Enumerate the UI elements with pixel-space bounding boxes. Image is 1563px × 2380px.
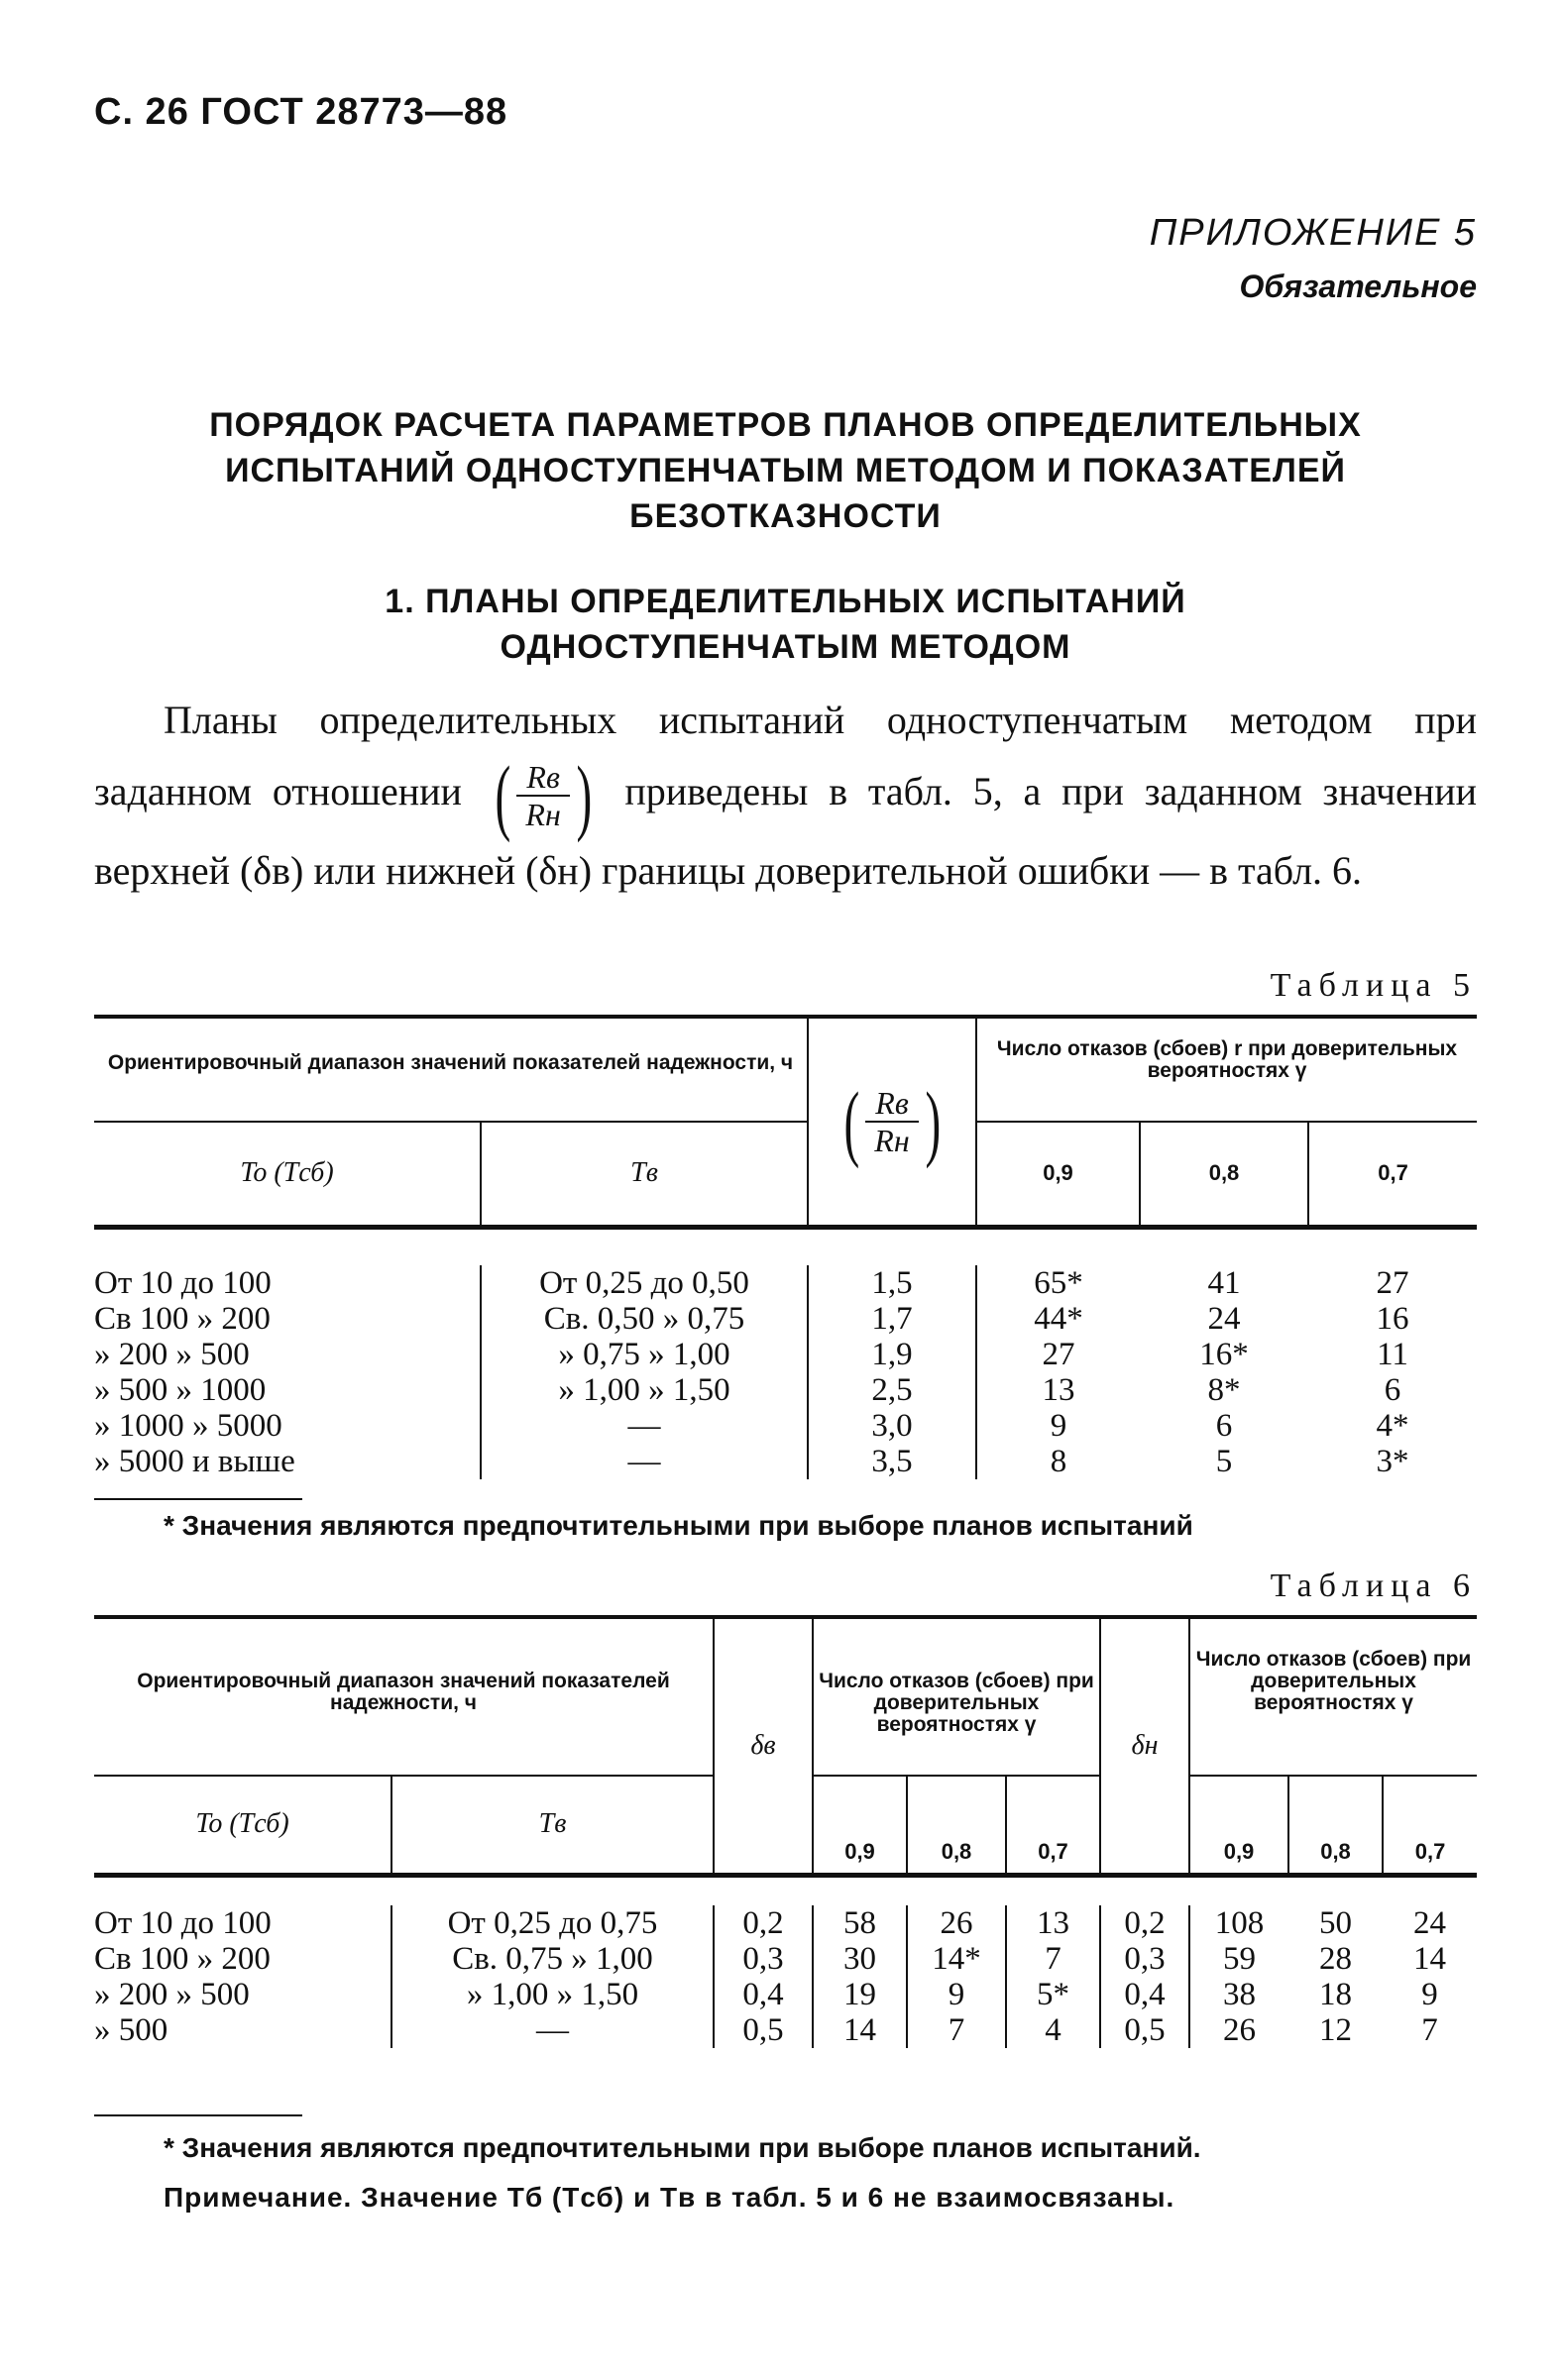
table5-cell-tv: » 0,75 » 1,00 bbox=[481, 1337, 808, 1372]
table5-cell-tv: От 0,25 до 0,50 bbox=[481, 1265, 808, 1301]
table5-head-ratio: ( $\frac{Rв}{Rн}$ ) bbox=[808, 1017, 976, 1227]
table5-cell-r08: 6 bbox=[1215, 1407, 1233, 1444]
table6-note: Примечание. Значение Tб (Tсб) и Tв в табл. 5 и 6 не взаимосвязаны. bbox=[164, 2182, 1175, 2213]
table6-head-dv: δв bbox=[714, 1617, 813, 1875]
table6-cell-tv: — bbox=[391, 2012, 714, 2048]
paragraph-text-1: Планы определительных испытаний одноступенчатым методом при заданном отношении bbox=[94, 698, 1477, 814]
section-title-line: 1. ПЛАНЫ ОПРЕДЕЛИТЕЛЬНЫХ ИСПЫТАНИЙ bbox=[385, 583, 1186, 620]
table5-cell-t0: » 1000 » 5000 bbox=[94, 1408, 481, 1444]
table-row bbox=[94, 1941, 1477, 1977]
appendix-title: ПРИЛОЖЕНИЕ 5 bbox=[1149, 212, 1477, 254]
table6-gamma: 0,8 bbox=[907, 1776, 1006, 1875]
table5-cell-ratio: 3,0 bbox=[808, 1408, 976, 1444]
table6-cell-t0: » 200 » 500 bbox=[94, 1977, 391, 2012]
table6-cell-n07: 14 bbox=[1413, 1940, 1447, 1977]
table6-cell-n07: 9 bbox=[1421, 1976, 1438, 2012]
table6 bbox=[94, 1615, 1477, 2088]
table5-cell-r07: 4* bbox=[1376, 1407, 1409, 1444]
table-row bbox=[94, 1337, 1477, 1372]
table5-cell-r08: 16* bbox=[1199, 1336, 1249, 1372]
table6-cell-v07: 7 bbox=[1006, 1941, 1100, 1977]
table6-cell-t0: » 500 bbox=[94, 2012, 391, 2048]
main-title-line: БЕЗОТКАЗНОСТИ bbox=[629, 497, 942, 535]
table6-col-t0: To (Tсб) bbox=[94, 1776, 391, 1875]
table6-cell-n08: 50 bbox=[1319, 1904, 1352, 1941]
table6-footnote-rule bbox=[94, 2114, 302, 2116]
table6-head-dn: δн bbox=[1100, 1617, 1189, 1875]
table5-caption: Таблица 5 bbox=[1270, 967, 1477, 1004]
table6-head-range: Ориентировочный диапазон значений показателей надежности, ч bbox=[94, 1617, 714, 1776]
main-title bbox=[94, 402, 1477, 539]
table5 bbox=[94, 1015, 1477, 1489]
table5-cell-ratio: 3,5 bbox=[808, 1444, 976, 1479]
section-title bbox=[94, 579, 1477, 670]
table-row bbox=[94, 1905, 1477, 1941]
table6-cell-n08: 18 bbox=[1319, 1976, 1352, 2012]
table5-cell-r07: 16 bbox=[1376, 1300, 1409, 1337]
table5-cell-r09: 13 bbox=[1042, 1371, 1075, 1408]
table-row bbox=[94, 1265, 1477, 1301]
table5-cell-ratio: 1,7 bbox=[808, 1301, 976, 1337]
table5-cell-r08: 8* bbox=[1207, 1371, 1241, 1408]
table6-cell-v08: 14* bbox=[907, 1941, 1006, 1977]
table5-cell-tv: Св. 0,50 » 0,75 bbox=[481, 1301, 808, 1337]
table6-cell-dn: 0,3 bbox=[1100, 1941, 1189, 1977]
table5-cell-r08: 24 bbox=[1207, 1300, 1241, 1337]
table6-cell-dn: 0,2 bbox=[1100, 1905, 1189, 1941]
table6-cell-n09: 38 bbox=[1223, 1976, 1256, 2012]
table5-head-range: Ориентировочный диапазон значений показателей надежности, ч bbox=[94, 1017, 808, 1122]
table6-cell-tv: Св. 0,75 » 1,00 bbox=[391, 1941, 714, 1977]
table5-gamma: 0,7 bbox=[1378, 1160, 1408, 1186]
table5-col-t0: To (Tсб) bbox=[94, 1122, 481, 1227]
table5-body bbox=[94, 1265, 1477, 1479]
table6-cell-v09: 30 bbox=[813, 1941, 907, 1977]
appendix-label bbox=[1150, 212, 1477, 305]
table6-cell-dv: 0,3 bbox=[714, 1941, 813, 1977]
table6-gamma: 0,9 bbox=[813, 1776, 907, 1875]
table5-ratio-num: Rв bbox=[865, 1085, 918, 1123]
table6-gamma: 0,7 bbox=[1006, 1776, 1100, 1875]
page-header: С. 26 ГОСТ 28773—88 bbox=[94, 91, 508, 133]
table6-gamma: 0,7 bbox=[1414, 1838, 1446, 1864]
table5-cell-r07: 6 bbox=[1384, 1371, 1401, 1408]
table-row bbox=[94, 1408, 1477, 1444]
table-row bbox=[94, 2012, 1477, 2048]
table5-cell-r08: 5 bbox=[1215, 1443, 1233, 1479]
table6-cell-n08: 12 bbox=[1319, 2011, 1352, 2048]
table5-ratio-den: Rн bbox=[874, 1122, 910, 1158]
table6-cell-n09: 26 bbox=[1223, 2011, 1256, 2048]
table5-cell-tv: — bbox=[481, 1408, 808, 1444]
table6-caption: Таблица 6 bbox=[1270, 1568, 1477, 1604]
table6-cell-dv: 0,2 bbox=[714, 1905, 813, 1941]
section-title-line: ОДНОСТУПЕНЧАТЫМ МЕТОДОМ bbox=[500, 628, 1071, 666]
table6-cell-n09: 108 bbox=[1214, 1904, 1265, 1941]
table6-cell-v07: 13 bbox=[1006, 1905, 1100, 1941]
table5-footnote-rule bbox=[94, 1498, 302, 1500]
table-row bbox=[94, 1977, 1477, 2012]
table6-cell-v08: 7 bbox=[907, 2012, 1006, 2048]
table5-cell-t0: Св 100 » 200 bbox=[94, 1301, 481, 1337]
table-row bbox=[94, 1444, 1477, 1479]
table6-cell-n07: 7 bbox=[1421, 2011, 1438, 2048]
table6-head-fail-v: Число отказов (сбоев) при доверительных вероятностях γ bbox=[813, 1617, 1100, 1776]
table6-cell-n07: 24 bbox=[1413, 1904, 1447, 1941]
table6-cell-v09: 58 bbox=[813, 1905, 907, 1941]
ratio-fraction: ( $\frac{Rв}{Rн}$ ) bbox=[495, 748, 593, 843]
table6-gamma: 0,9 bbox=[1189, 1776, 1288, 1875]
table5-cell-r09: 27 bbox=[1042, 1336, 1075, 1372]
table6-cell-v07: 4 bbox=[1006, 2012, 1100, 2048]
table6-cell-v09: 14 bbox=[813, 2012, 907, 2048]
paragraph-text-2: приведены в табл. 5, а при заданном значении верхней (δв) или нижней (δн) границы доверительной ошибки — в табл. 6. bbox=[94, 769, 1478, 893]
document-page bbox=[94, 0, 1477, 2380]
table6-cell-dn: 0,5 bbox=[1100, 2012, 1189, 2048]
table6-cell-v07: 5* bbox=[1006, 1977, 1100, 2012]
table5-cell-t0: » 500 » 1000 bbox=[94, 1372, 481, 1408]
table5-cell-r09: 9 bbox=[1050, 1407, 1067, 1444]
table5-cell-ratio: 1,5 bbox=[808, 1265, 976, 1301]
table6-head-fail-n: Число отказов (сбоев) при доверительных вероятностях γ bbox=[1189, 1617, 1477, 1776]
table6-cell-n08: 28 bbox=[1319, 1940, 1352, 1977]
table-row bbox=[94, 1372, 1477, 1408]
table5-cell-ratio: 1,9 bbox=[808, 1337, 976, 1372]
table6-cell-dn: 0,4 bbox=[1100, 1977, 1189, 2012]
table5-cell-t0: От 10 до 100 bbox=[94, 1265, 481, 1301]
table6-col-tv: Tв bbox=[391, 1776, 714, 1875]
table5-footnote: * Значения являются предпочтительными при выборе планов испытаний bbox=[164, 1510, 1193, 1541]
table6-cell-v09: 19 bbox=[813, 1977, 907, 2012]
table-row bbox=[94, 1301, 1477, 1337]
table5-gamma: 0,9 bbox=[976, 1122, 1140, 1227]
table6-footnote: * Значения являются предпочтительными при выборе планов испытаний. bbox=[164, 2132, 1201, 2163]
table5-cell-r09: 8 bbox=[1050, 1443, 1067, 1479]
table6-cell-t0: От 10 до 100 bbox=[94, 1905, 391, 1941]
fraction-numerator: Rв bbox=[516, 759, 569, 797]
table6-cell-dv: 0,4 bbox=[714, 1977, 813, 2012]
table6-cell-v08: 26 bbox=[907, 1905, 1006, 1941]
table5-cell-tv: » 1,00 » 1,50 bbox=[481, 1372, 808, 1408]
table6-cell-v08: 9 bbox=[907, 1977, 1006, 2012]
table5-cell-r09: 65* bbox=[1034, 1264, 1083, 1301]
table5-cell-r09: 44* bbox=[1034, 1300, 1083, 1337]
appendix-status: Обязательное bbox=[1239, 269, 1477, 304]
table5-cell-r07: 11 bbox=[1377, 1336, 1408, 1372]
table5-cell-r08: 41 bbox=[1207, 1264, 1241, 1301]
table5-col-tv: Tв bbox=[481, 1122, 808, 1227]
table6-cell-tv: » 1,00 » 1,50 bbox=[391, 1977, 714, 2012]
table6-cell-n09: 59 bbox=[1223, 1940, 1256, 1977]
fraction-denominator: Rн bbox=[525, 797, 561, 832]
main-title-line: ПОРЯДОК РАСЧЕТА ПАРАМЕТРОВ ПЛАНОВ ОПРЕДЕЛИТЕЛЬНЫХ bbox=[209, 406, 1362, 444]
table5-cell-t0: » 200 » 500 bbox=[94, 1337, 481, 1372]
table5-cell-r07: 27 bbox=[1376, 1264, 1409, 1301]
table5-cell-r07: 3* bbox=[1376, 1443, 1409, 1479]
table5-gamma: 0,8 bbox=[1140, 1122, 1308, 1227]
table6-gamma: 0,8 bbox=[1288, 1776, 1383, 1875]
table5-cell-t0: » 5000 и выше bbox=[94, 1444, 481, 1479]
table5-head-failures: Число отказов (сбоев) r при доверительных вероятностях γ bbox=[976, 1017, 1477, 1122]
table6-cell-tv: От 0,25 до 0,75 bbox=[391, 1905, 714, 1941]
table6-cell-t0: Св 100 » 200 bbox=[94, 1941, 391, 1977]
table6-cell-dv: 0,5 bbox=[714, 2012, 813, 2048]
table6-body bbox=[94, 1905, 1477, 2048]
table5-cell-ratio: 2,5 bbox=[808, 1372, 976, 1408]
main-title-line: ИСПЫТАНИЙ ОДНОСТУПЕНЧАТЫМ МЕТОДОМ И ПОКАЗАТЕЛЕЙ bbox=[225, 452, 1346, 489]
table5-cell-tv: — bbox=[481, 1444, 808, 1479]
intro-paragraph bbox=[94, 688, 1477, 904]
